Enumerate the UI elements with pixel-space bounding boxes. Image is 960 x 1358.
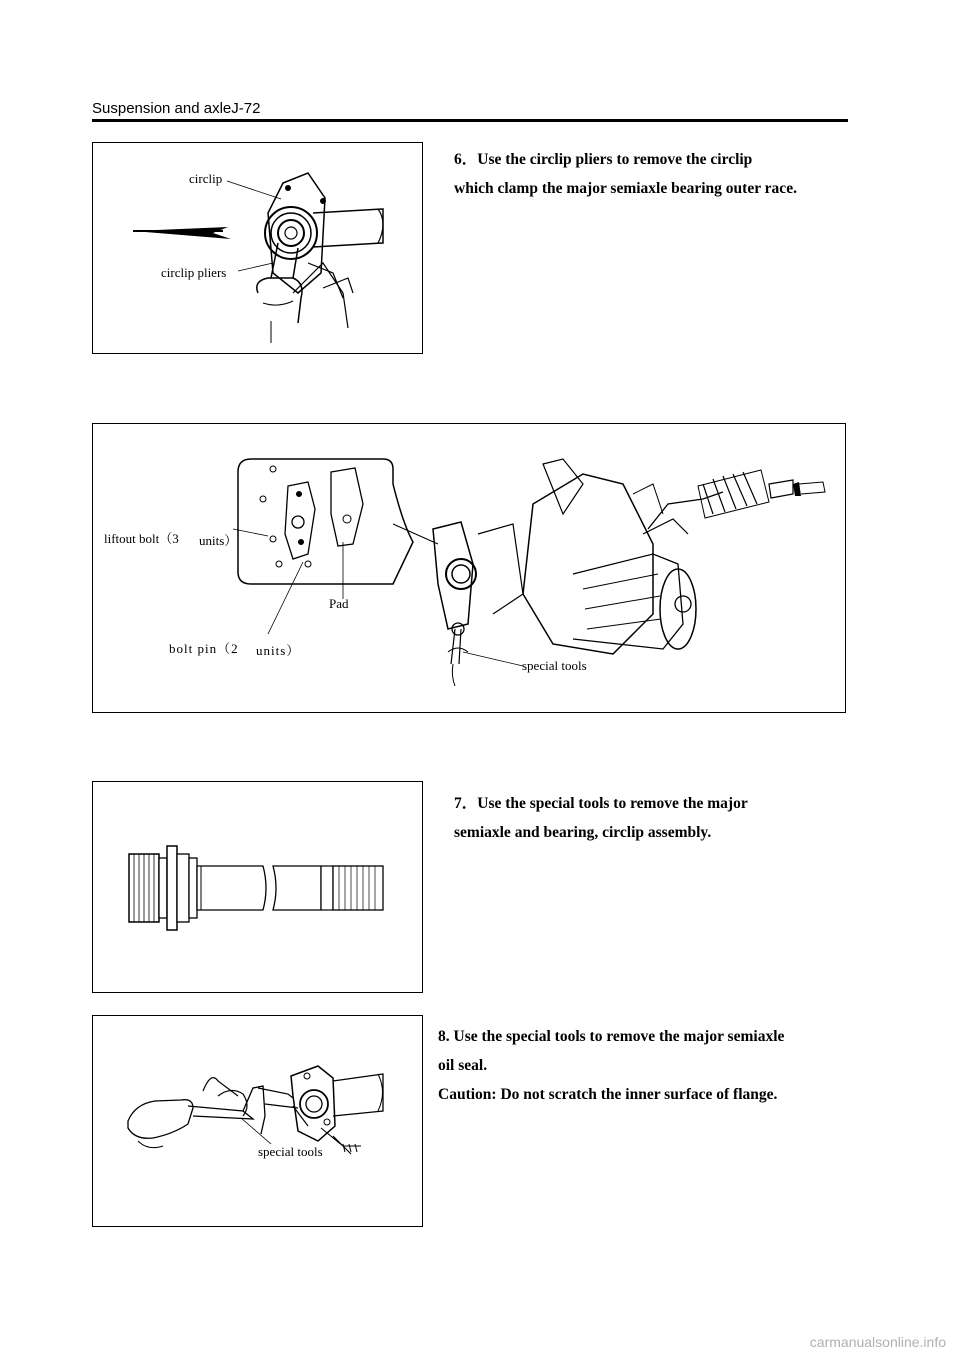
figure-circlip-removal <box>92 142 423 354</box>
step-6-line-2: which clamp the major semiaxle bearing outer race. <box>454 180 797 197</box>
label-liftout-bolt-units: units） <box>199 533 238 548</box>
step-7-line-2: semiaxle and bearing, circlip assembly. <box>454 824 712 841</box>
semiaxle-illustration <box>93 782 424 994</box>
differential-illustration <box>93 424 847 714</box>
figure-oil-seal-removal <box>92 1015 423 1227</box>
label-bolt-pin-units: units） <box>256 643 301 658</box>
label-special-tools-fig4: special tools <box>258 1144 323 1159</box>
watermark: carmanualsonline.info <box>809 1334 946 1350</box>
step-8-caution: Caution: Do not scratch the inner surface of flange. <box>438 1086 778 1103</box>
label-special-tools-fig2: special tools <box>522 658 587 673</box>
label-bolt-pin: bolt pin（2 <box>169 641 239 656</box>
figure-differential-assembly <box>92 423 846 713</box>
circlip-illustration <box>93 143 424 355</box>
label-pad: Pad <box>329 596 349 611</box>
page-header: Suspension and axleJ-72 <box>92 100 261 117</box>
step-6-text <box>454 145 849 203</box>
label-circlip: circlip <box>189 171 223 186</box>
step-8-line-1: 8. Use the special tools to remove the major semiaxle <box>438 1028 785 1045</box>
label-liftout-bolt: liftout bolt（3 <box>104 531 179 546</box>
step-8-text <box>438 1022 858 1109</box>
header-rule <box>92 119 848 122</box>
label-circlip-pliers: circlip pliers <box>161 265 227 280</box>
step-6-line-1: 6．Use the circlip pliers to remove the circlip <box>454 151 753 168</box>
figure-semiaxle-shaft <box>92 781 423 993</box>
step-7-line-1: 7．Use the special tools to remove the major <box>454 795 748 812</box>
step-8-line-2: oil seal. <box>438 1057 488 1074</box>
oil-seal-illustration <box>93 1016 424 1228</box>
step-7-text <box>454 789 849 847</box>
